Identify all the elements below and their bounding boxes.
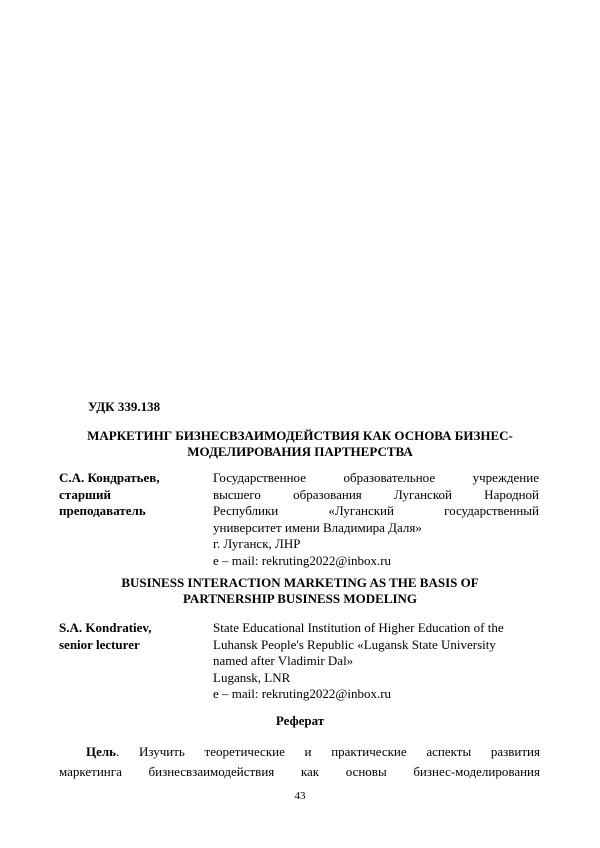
affiliation-line: университет имени Владимира Даля» bbox=[213, 519, 422, 535]
affiliation-line: Республики «Луганский государственный bbox=[213, 503, 539, 518]
affiliation-line: Luhansk People's Republic «Lugansk State University bbox=[213, 636, 496, 652]
author-ru-name-line: С.А. Кондратьев, bbox=[59, 470, 160, 485]
title-en bbox=[60, 575, 540, 607]
affiliation-city: Lugansk, LNR bbox=[213, 669, 291, 685]
author-ru-position-line: преподаватель bbox=[59, 503, 146, 518]
goal-line-1-text: . Изучить теоретические и практические аспекты развития bbox=[116, 744, 540, 759]
affiliation-city: г. Луганск, ЛНР bbox=[213, 536, 301, 551]
affiliation-line: высшего образования Луганской Народной bbox=[213, 486, 539, 502]
affiliation-email: e – mail: rekruting2022@inbox.ru bbox=[213, 686, 392, 701]
abstract-heading: Реферат bbox=[275, 713, 325, 728]
author-en-name-line: S.A. Kondratiev, bbox=[59, 620, 152, 635]
affiliation-email: e – mail: rekruting2022@inbox.ru bbox=[213, 552, 392, 568]
title-en-line-1: BUSINESS INTERACTION MARKETING AS THE BASIS OF bbox=[121, 575, 479, 590]
author-en-position-line: senior lecturer bbox=[59, 636, 140, 652]
author-en-name bbox=[59, 620, 209, 653]
affiliation-line: named after Vladimir Dal» bbox=[213, 653, 354, 668]
title-ru-line-1: МАРКЕТИНГ БИЗНЕСВЗАИМОДЕЙСТВИЯ КАК ОСНОВА БИЗНЕС- bbox=[87, 428, 513, 443]
goal-line-1 bbox=[59, 742, 540, 762]
author-ru-position-line: старший bbox=[59, 486, 111, 502]
page-number: 43 bbox=[294, 790, 306, 802]
title-ru-line-2: МОДЕЛИРОВАНИЯ ПАРТНЕРСТВА bbox=[187, 444, 413, 459]
author-en-affiliation bbox=[213, 620, 539, 703]
affiliation-line: State Educational Institution of Higher Education of the bbox=[213, 620, 504, 635]
title-ru bbox=[60, 428, 540, 460]
goal-label: Цель bbox=[86, 744, 117, 759]
affiliation-line: Государственное образовательное учреждение bbox=[213, 470, 539, 485]
abstract-goal-paragraph bbox=[59, 742, 540, 782]
goal-line-2: маркетинга бизнесвзаимодействия как основы бизнес-моделирования bbox=[59, 764, 540, 779]
title-en-line-2: PARTNERSHIP BUSINESS MODELING bbox=[182, 591, 418, 606]
udk-code: УДК 339.138 bbox=[88, 399, 161, 414]
author-ru-name bbox=[59, 470, 209, 520]
author-ru-affiliation bbox=[213, 470, 539, 569]
